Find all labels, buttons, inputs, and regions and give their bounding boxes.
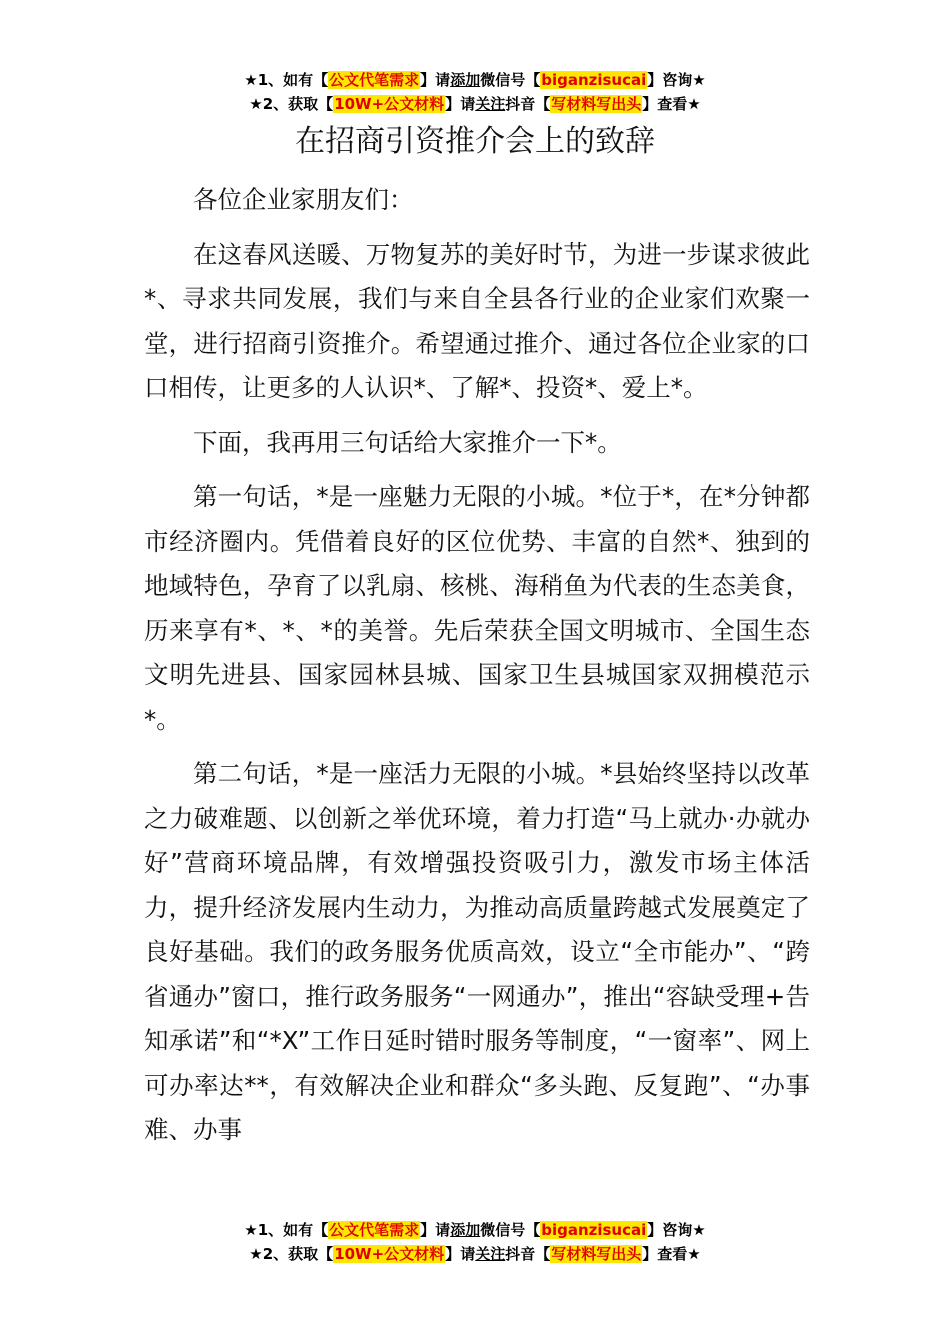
- banner-highlight: biganzisucai: [541, 71, 647, 89]
- paragraph: 第一句话，*是一座魅力无限的小城。*位于*，在*分钟都市经济圈内。凭借着良好的区位优势、丰富的自然*、独到的地域特色，孕育了以乳扇、核桃、海稍鱼为代表的生态美食，历来享有*、*、*的美誉。先后荣获全国文明城市、全国生态文明先进县、国家园林县城、国家卫生县城国家双拥模范示*。: [144, 482, 810, 734]
- banner-text: 微信号【: [480, 1221, 541, 1239]
- banner-text: 】咨询★: [647, 1221, 706, 1239]
- banner-highlight: 公文代笔需求: [329, 71, 420, 89]
- banner-underlined-text: 添加: [450, 1221, 481, 1239]
- banner-text: ★1、如有【: [244, 71, 329, 89]
- banner-highlight: biganzisucai: [541, 1221, 647, 1239]
- banner-highlight: 公文代笔需求: [329, 1221, 420, 1239]
- banner-text: 】查看★: [642, 95, 701, 113]
- banner-text: 抖音【: [505, 95, 551, 113]
- banner-text: ★1、如有【: [244, 1221, 329, 1239]
- banner-text: 】请: [420, 71, 451, 89]
- banner-underlined-text: 关注: [475, 1245, 506, 1263]
- footer-banner: [0, 1218, 950, 1266]
- paragraph: 第二句话，*是一座活力无限的小城。*县始终坚持以改革之力破难题、以创新之举优环境，着力打造“马上就办·办就办好”营商环境品牌，有效增强投资吸引力，激发市场主体活力，提升经济发展内生动力，为推动高质量跨越式发展奠定了良好基础。我们的政务服务优质高效，设立“全市能办”、“跨省通办”窗口，推行政务服务“一网通办”，推出“容缺受理+告知承诺”和“*X”工作日延时错时服务等制度，“一窗率”、网上可办率达**，有效解决企业和群众“多头跑、反复跑”、“办事难、办事: [144, 759, 810, 1144]
- paragraph: 在这春风送暖、万物复苏的美好时节，为进一步谋求彼此*、寻求共同发展，我们与来自全县各行业的企业家们欢聚一堂，进行招商引资推介。希望通过推介、通过各位企业家的口口相传，让更多的人认识*、了解*、投资*、爱上*。: [144, 239, 810, 402]
- banner-text: ★2、获取【: [249, 95, 334, 113]
- banner-line-2: [0, 1242, 950, 1266]
- banner-line-2: [0, 92, 950, 116]
- header-banner: [0, 68, 950, 116]
- banner-text: 微信号【: [480, 71, 541, 89]
- banner-highlight: 10W+公文材料: [334, 1245, 445, 1263]
- banner-line-1: [0, 68, 950, 92]
- banner-highlight: 写材料写出头: [551, 95, 642, 113]
- banner-underlined-text: 关注: [475, 95, 506, 113]
- banner-text: 】咨询★: [647, 71, 706, 89]
- banner-highlight: 10W+公文材料: [334, 95, 445, 113]
- banner-text: 抖音【: [505, 1245, 551, 1263]
- document-title: 在招商引资推介会上的致辞: [295, 124, 655, 159]
- banner-text: 】请: [445, 95, 476, 113]
- document-body: [144, 178, 810, 1163]
- paragraph: 各位企业家朋友们：: [193, 185, 414, 214]
- banner-line-1: [0, 1218, 950, 1242]
- banner-text: 】查看★: [642, 1245, 701, 1263]
- banner-underlined-text: 添加: [450, 71, 481, 89]
- banner-highlight: 写材料写出头: [551, 1245, 642, 1263]
- banner-text: 】请: [420, 1221, 451, 1239]
- banner-text: ★2、获取【: [249, 1245, 334, 1263]
- banner-text: 】请: [445, 1245, 476, 1263]
- paragraph: 下面，我再用三句话给大家推介一下*。: [193, 427, 622, 457]
